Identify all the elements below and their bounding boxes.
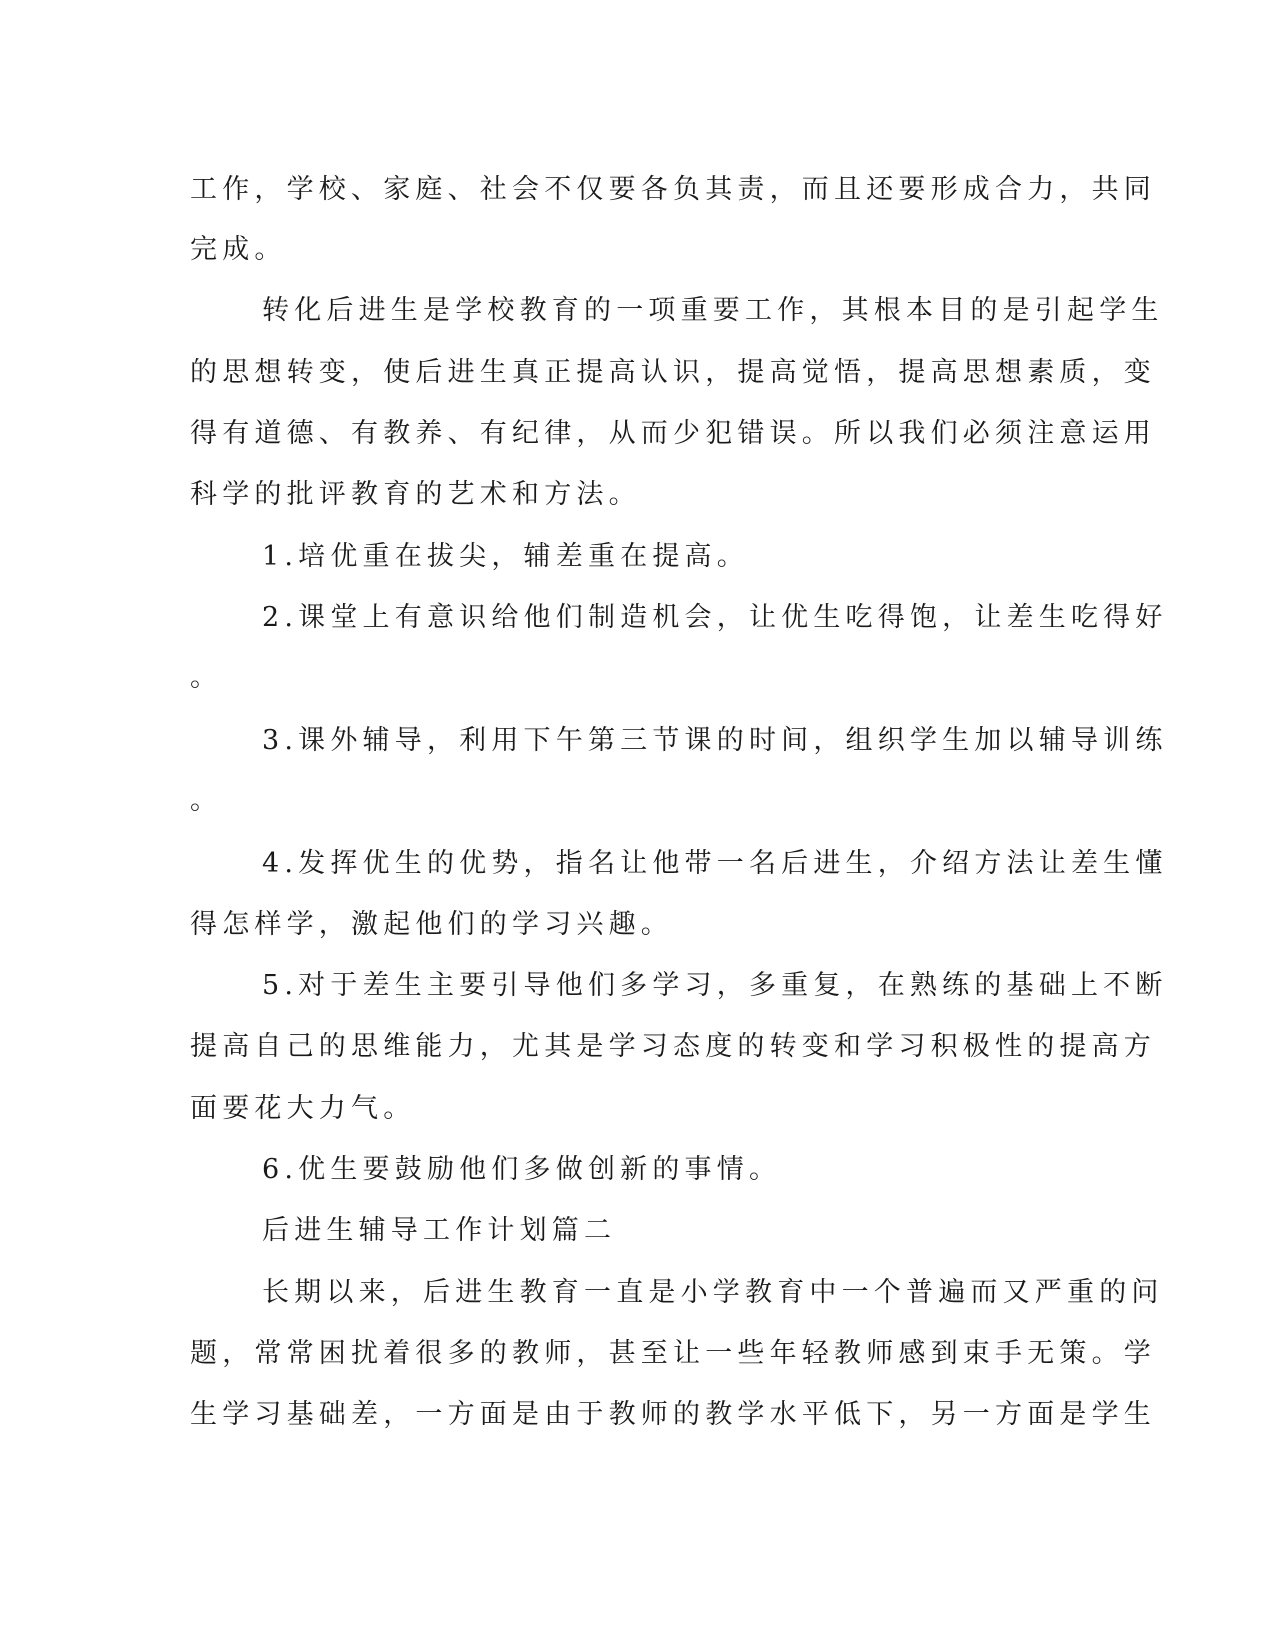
text-line: 得有道德、有教养、有纪律，从而少犯错误。所以我们必须注意运用 — [190, 418, 1156, 449]
text-line: 。 — [190, 662, 223, 693]
section-heading: 后进生辅导工作计划篇二 — [262, 1215, 617, 1246]
text-line: 生学习基础差，一方面是由于教师的教学水平低下，另一方面是学生 — [190, 1399, 1156, 1430]
text-line: 面要花大力气。 — [190, 1093, 416, 1124]
text-line: 完成。 — [190, 234, 287, 265]
list-item-2: 2.课堂上有意识给他们制造机会，让优生吃得饱，让差生吃得好 — [262, 602, 1168, 633]
text-line: 工作，学校、家庭、社会不仅要各负其责，而且还要形成合力，共同 — [190, 174, 1156, 205]
list-item-6: 6.优生要鼓励他们多做创新的事情。 — [262, 1154, 782, 1185]
text-line: 转化后进生是学校教育的一项重要工作，其根本目的是引起学生 — [262, 295, 1164, 326]
list-item-3: 3.课外辅导，利用下午第三节课的时间，组织学生加以辅导训练 — [262, 725, 1168, 756]
list-item-5: 5.对于差生主要引导他们多学习，多重复，在熟练的基础上不断 — [262, 970, 1168, 1001]
text-line: 得怎样学，激起他们的学习兴趣。 — [190, 909, 673, 940]
text-line: 长期以来，后进生教育一直是小学教育中一个普遍而又严重的问 — [262, 1277, 1164, 1308]
text-line: 科学的批评教育的艺术和方法。 — [190, 479, 641, 510]
text-line: 的思想转变，使后进生真正提高认识，提高觉悟，提高思想素质，变 — [190, 357, 1156, 388]
text-line: 提高自己的思维能力，尤其是学习态度的转变和学习积极性的提高方 — [190, 1031, 1156, 1062]
list-item-4: 4.发挥优生的优势，指名让他带一名后进生，介绍方法让差生懂 — [262, 848, 1168, 879]
list-item-1: 1.培优重在拔尖，辅差重在提高。 — [262, 541, 749, 572]
text-line: 。 — [190, 785, 223, 816]
text-line: 题，常常困扰着很多的教师，甚至让一些年轻教师感到束手无策。学 — [190, 1338, 1156, 1369]
